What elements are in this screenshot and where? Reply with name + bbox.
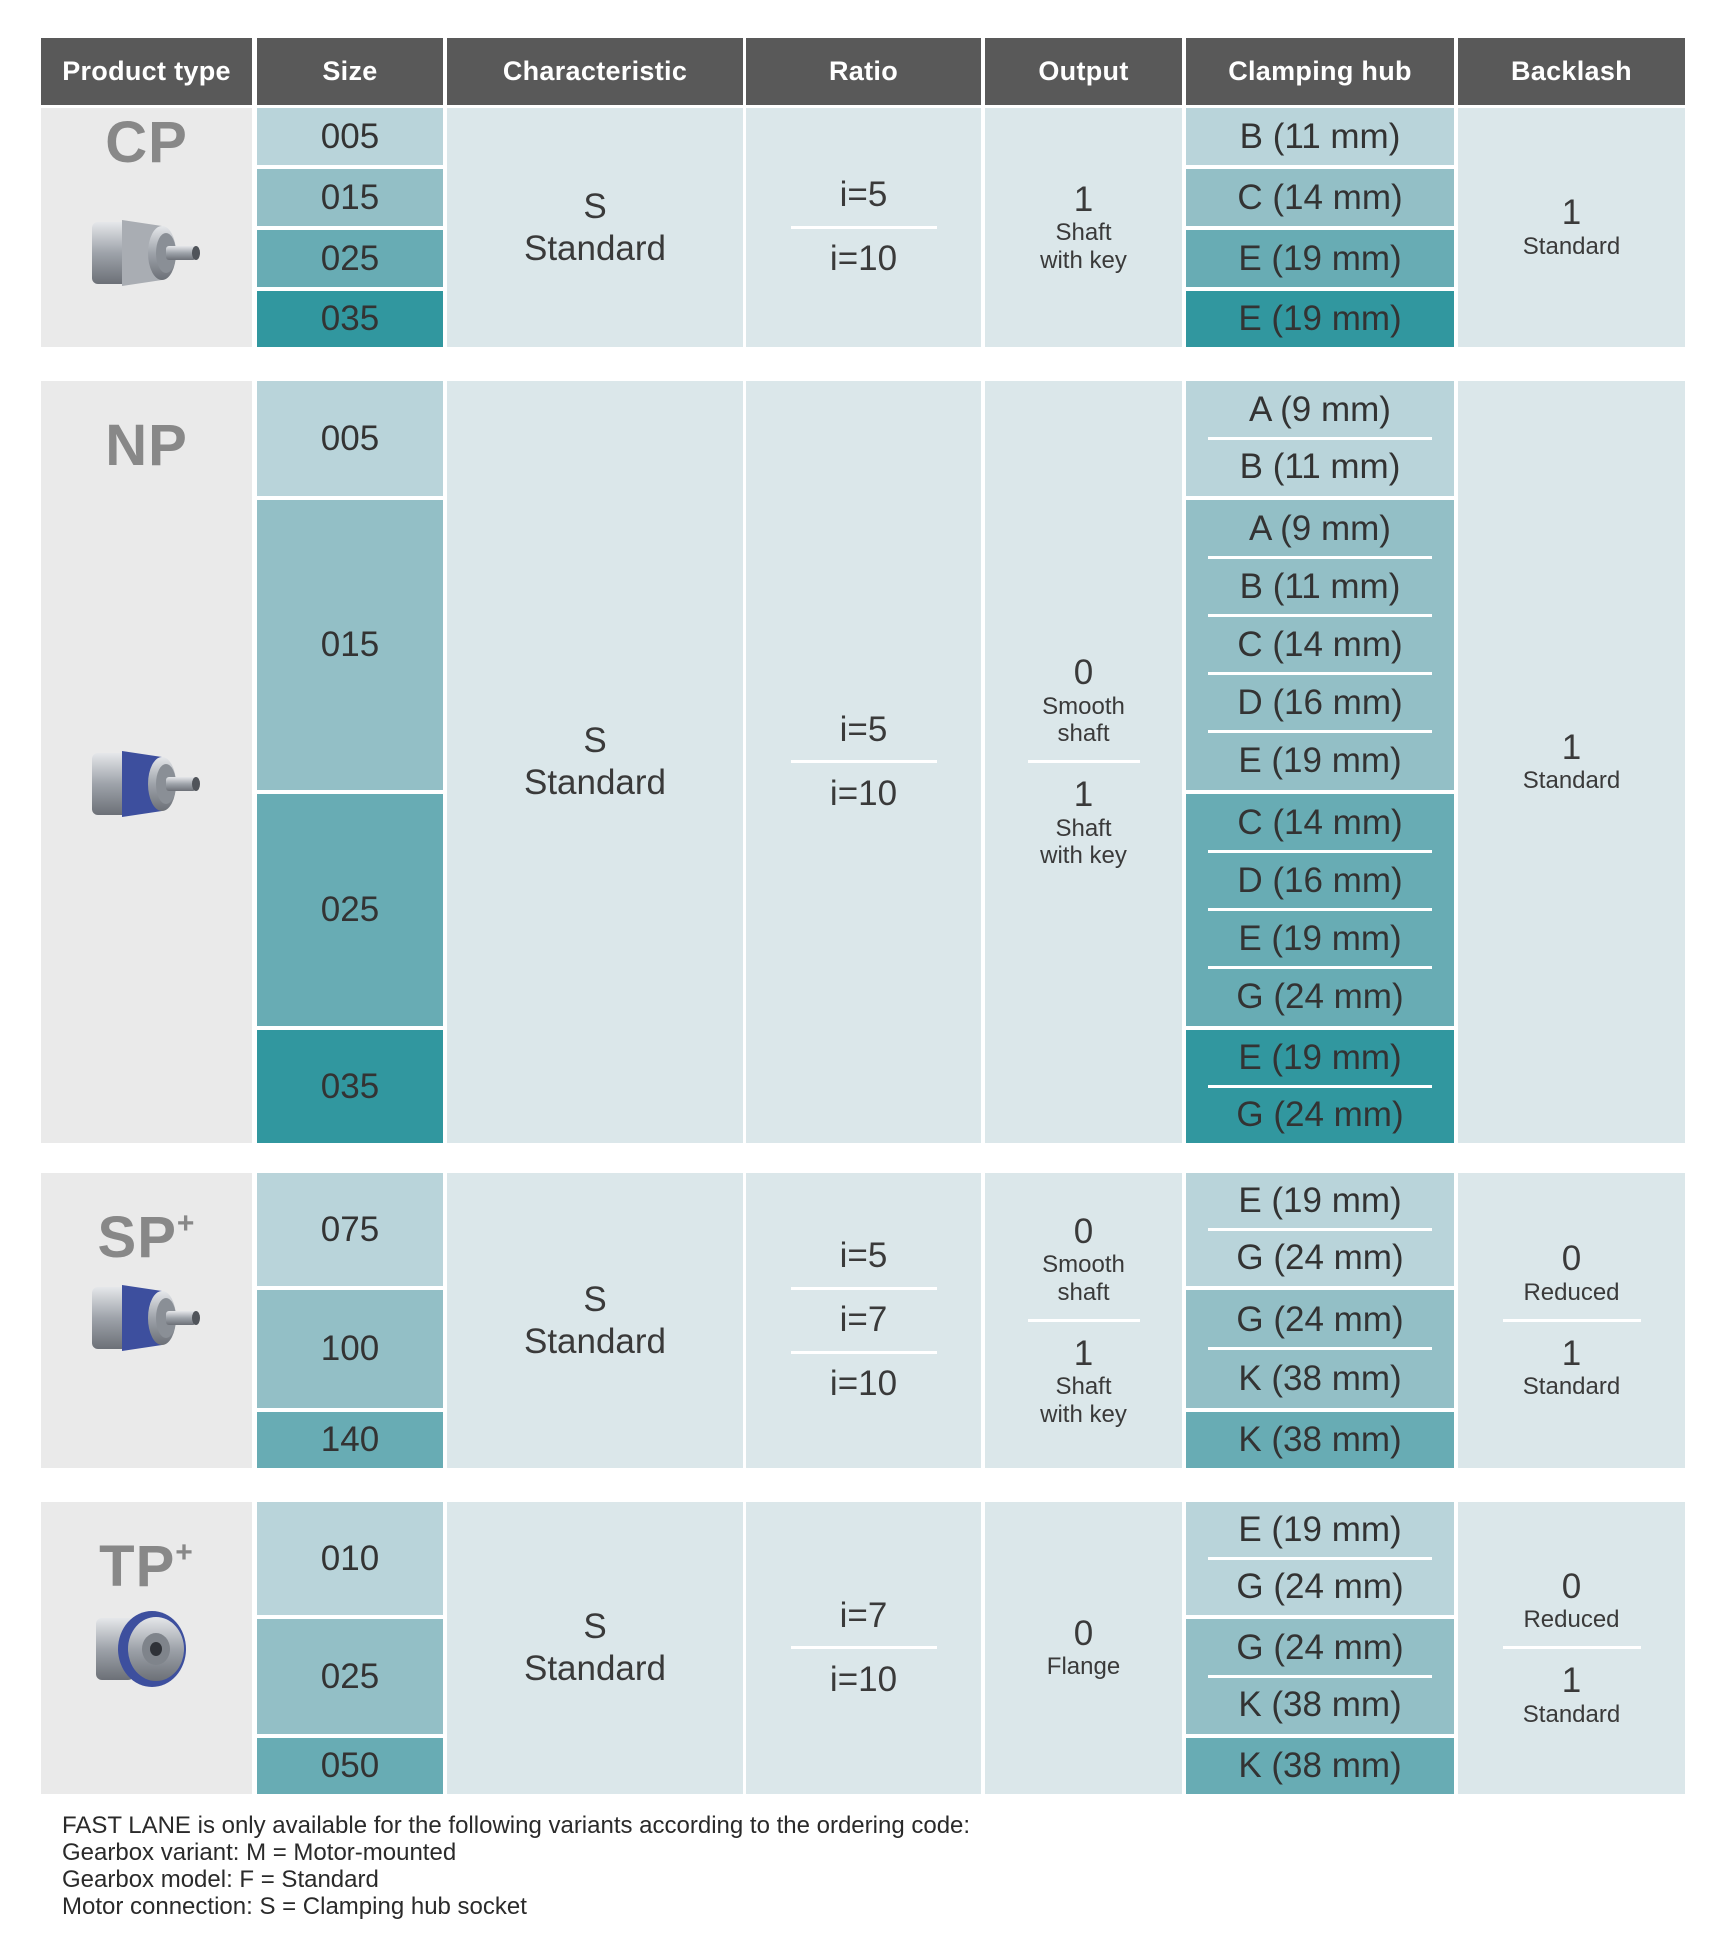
output-label: Shaft: [1055, 219, 1112, 247]
clamping-hub-option: G (24 mm): [1186, 1230, 1454, 1287]
product-type-label: CP: [105, 110, 188, 175]
backlash-code: 0: [1561, 1566, 1582, 1606]
clamping-hub-option: E (19 mm): [1238, 238, 1402, 278]
size-cell: 025: [257, 230, 443, 287]
size-cell: 025: [257, 1619, 443, 1734]
clamping-hub-option: K (38 mm): [1186, 1349, 1454, 1408]
ratio-value: i=5: [839, 175, 888, 215]
product-type-superscript: +: [176, 1206, 196, 1240]
size-cell: 025: [257, 794, 443, 1026]
output-cell: [985, 381, 1182, 1143]
backlash-option: [1481, 180, 1663, 274]
clamping-hub-cell: [1186, 500, 1454, 790]
ratio-value: i=5: [839, 709, 888, 749]
characteristic-cell: [447, 1173, 743, 1468]
ratio-list: [769, 1584, 959, 1712]
output-code: 0: [1073, 653, 1094, 693]
column-header: Ratio: [746, 38, 981, 105]
output-option: [1006, 640, 1162, 762]
clamping-hub-option: E (19 mm): [1238, 1038, 1402, 1078]
clamping-hub-option: E (19 mm): [1186, 910, 1454, 968]
size-cell: 075: [257, 1173, 443, 1286]
column-header: Backlash: [1458, 38, 1685, 105]
characteristic-code: S: [583, 186, 607, 226]
product-type-name: [97, 1205, 196, 1270]
clamping-hub-option: A (9 mm): [1249, 509, 1391, 548]
size-cell: 005: [257, 108, 443, 165]
backlash-code: 1: [1561, 193, 1582, 233]
output-option: [1006, 1601, 1162, 1695]
backlash-label: Reduced: [1523, 1278, 1620, 1306]
ratio-list: [769, 698, 959, 826]
gearbox-image-icon: [82, 208, 212, 298]
clamping-hub-cell: [1186, 291, 1454, 347]
clamping-hub-cell: [1186, 1738, 1454, 1794]
column-header: Clamping hub: [1186, 38, 1454, 105]
output-list: [1006, 167, 1162, 289]
clamping-hub-cell: [1186, 1412, 1454, 1468]
backlash-option: [1481, 1321, 1663, 1415]
clamping-hub-cell: [1186, 794, 1454, 1026]
clamping-hub-cell: [1186, 169, 1454, 226]
clamping-hub-option: A (9 mm): [1249, 389, 1391, 429]
backlash-code: 0: [1561, 1239, 1582, 1279]
output-label: with key: [1040, 842, 1127, 870]
ratio-value: i=10: [769, 1353, 959, 1417]
column-header: Characteristic: [447, 38, 743, 105]
column-header: Size: [257, 38, 443, 105]
clamping-hub-option: C (14 mm): [1237, 177, 1403, 217]
backlash-option: [1481, 1226, 1663, 1320]
ratio-value: i=10: [769, 762, 959, 826]
backlash-list: [1481, 1226, 1663, 1414]
product-type-name: [105, 110, 188, 175]
size-cell: 035: [257, 291, 443, 347]
size-cell: 140: [257, 1412, 443, 1468]
clamping-hub-cell: [1186, 230, 1454, 287]
clamping-hub-option: G (24 mm): [1236, 1627, 1404, 1667]
clamping-hub-option: C (14 mm): [1237, 803, 1403, 842]
size-cell: 050: [257, 1738, 443, 1794]
output-label: shaft: [1057, 720, 1110, 748]
column-header: Output: [985, 38, 1182, 105]
clamping-hub-option: D (16 mm): [1186, 674, 1454, 732]
size-cell: 015: [257, 500, 443, 790]
backlash-option: [1481, 1648, 1663, 1742]
backlash-label: Reduced: [1523, 1606, 1620, 1634]
clamping-hub-option: K (38 mm): [1238, 1420, 1402, 1459]
clamping-hub-cell: [1186, 1173, 1454, 1286]
output-option: [1006, 1321, 1162, 1443]
gearbox-image-icon: [82, 739, 212, 829]
clamping-hub-option: E (19 mm): [1238, 299, 1402, 338]
clamping-hub-option: K (38 mm): [1238, 1746, 1402, 1785]
footer-note: [62, 1812, 970, 1920]
output-list: [1006, 640, 1162, 883]
characteristic-cell: [447, 1502, 743, 1794]
output-option: [1006, 1199, 1162, 1321]
output-label: shaft: [1057, 1278, 1110, 1306]
product-type-name: [99, 1534, 194, 1599]
clamping-hub-cell: [1186, 108, 1454, 165]
product-type-name: [105, 413, 188, 478]
characteristic-label: Standard: [523, 1649, 667, 1688]
characteristic-code: S: [583, 1279, 607, 1319]
output-cell: [985, 1502, 1182, 1794]
characteristic-cell: [447, 108, 743, 347]
product-type-label: SP: [97, 1205, 177, 1270]
ratio-list: [769, 1225, 959, 1417]
backlash-cell: [1458, 381, 1685, 1143]
product-type-label: NP: [105, 413, 188, 478]
clamping-hub-option: G (24 mm): [1186, 1087, 1454, 1144]
output-list: [1006, 1199, 1162, 1442]
clamping-hub-option: D (16 mm): [1186, 852, 1454, 910]
output-label: with key: [1040, 1400, 1127, 1428]
column-header: Product type: [41, 38, 252, 105]
output-code: 0: [1073, 1211, 1094, 1251]
gearbox-image-icon: [82, 1602, 212, 1692]
size-cell: 035: [257, 1030, 443, 1143]
gearbox-image-icon: [82, 1273, 212, 1363]
characteristic-label: Standard: [523, 1321, 667, 1361]
ratio-list: [769, 164, 959, 292]
characteristic-cell: [447, 381, 743, 1143]
ratio-value: i=10: [769, 228, 959, 292]
backlash-list: [1481, 1554, 1663, 1742]
output-label: with key: [1040, 246, 1127, 274]
backlash-list: [1481, 715, 1663, 809]
backlash-cell: [1458, 1502, 1685, 1794]
footer-line: FAST LANE is only available for the following variants according to the ordering code:: [62, 1812, 971, 1839]
ratio-cell: [746, 1173, 981, 1468]
backlash-cell: [1458, 1173, 1685, 1468]
ratio-value: i=10: [769, 1648, 959, 1712]
backlash-label: Standard: [1522, 232, 1621, 260]
clamping-hub-option: E (19 mm): [1238, 1181, 1402, 1221]
ratio-value: i=7: [839, 1595, 888, 1635]
size-cell: 100: [257, 1290, 443, 1408]
output-label: Shaft: [1055, 814, 1112, 842]
size-cell: 005: [257, 381, 443, 496]
clamping-hub-cell: [1186, 1290, 1454, 1408]
clamping-hub-option: E (19 mm): [1186, 732, 1454, 790]
backlash-code: 1: [1561, 1333, 1582, 1373]
characteristic-label: Standard: [523, 228, 667, 268]
output-code: 1: [1073, 179, 1094, 219]
clamping-hub-option: G (24 mm): [1186, 968, 1454, 1026]
clamping-hub-option: B (11 mm): [1186, 439, 1454, 497]
ratio-value: i=5: [839, 1236, 888, 1276]
footer-line: Gearbox model: F = Standard: [62, 1866, 379, 1893]
backlash-code: 1: [1561, 727, 1582, 767]
output-code: 1: [1073, 1333, 1094, 1373]
clamping-hub-option: B (11 mm): [1186, 558, 1454, 616]
backlash-list: [1481, 180, 1663, 274]
output-code: 0: [1073, 1613, 1094, 1653]
backlash-label: Standard: [1522, 1700, 1621, 1728]
clamping-hub-option: E (19 mm): [1238, 1510, 1402, 1550]
clamping-hub-option: B (11 mm): [1239, 116, 1401, 156]
backlash-label: Standard: [1522, 767, 1621, 795]
backlash-code: 1: [1561, 1661, 1582, 1700]
characteristic-label: Standard: [523, 763, 667, 802]
ratio-cell: [746, 1502, 981, 1794]
backlash-label: Standard: [1522, 1373, 1621, 1400]
backlash-option: [1481, 715, 1663, 809]
characteristic-code: S: [583, 721, 607, 760]
output-label: Shaft: [1055, 1373, 1112, 1400]
output-label: Smooth: [1042, 692, 1125, 720]
output-option: [1006, 762, 1162, 884]
product-type-label: TP: [99, 1534, 176, 1599]
clamping-hub-option: G (24 mm): [1236, 1299, 1404, 1339]
output-cell: [985, 108, 1182, 347]
backlash-option: [1481, 1554, 1663, 1648]
clamping-hub-cell: [1186, 1502, 1454, 1615]
output-list: [1006, 1601, 1162, 1695]
clamping-hub-option: K (38 mm): [1186, 1677, 1454, 1735]
ratio-cell: [746, 381, 981, 1143]
output-code: 1: [1073, 775, 1094, 814]
clamping-hub-cell: [1186, 1619, 1454, 1734]
footer-line: Motor connection: S = Clamping hub socket: [62, 1893, 527, 1920]
clamping-hub-cell: [1186, 1030, 1454, 1143]
output-cell: [985, 1173, 1182, 1468]
clamping-hub-option: C (14 mm): [1186, 616, 1454, 674]
characteristic-code: S: [583, 1607, 607, 1646]
ratio-cell: [746, 108, 981, 347]
output-option: [1006, 167, 1162, 289]
output-label: Smooth: [1042, 1251, 1125, 1279]
footer-line: Gearbox variant: M = Motor-mounted: [62, 1839, 457, 1866]
backlash-cell: [1458, 108, 1685, 347]
clamping-hub-cell: [1186, 381, 1454, 496]
product-type-superscript: +: [175, 1535, 194, 1569]
clamping-hub-option: G (24 mm): [1186, 1559, 1454, 1616]
output-label: Flange: [1046, 1653, 1121, 1681]
ratio-value: i=7: [769, 1289, 959, 1353]
size-cell: 015: [257, 169, 443, 226]
size-cell: 010: [257, 1502, 443, 1615]
